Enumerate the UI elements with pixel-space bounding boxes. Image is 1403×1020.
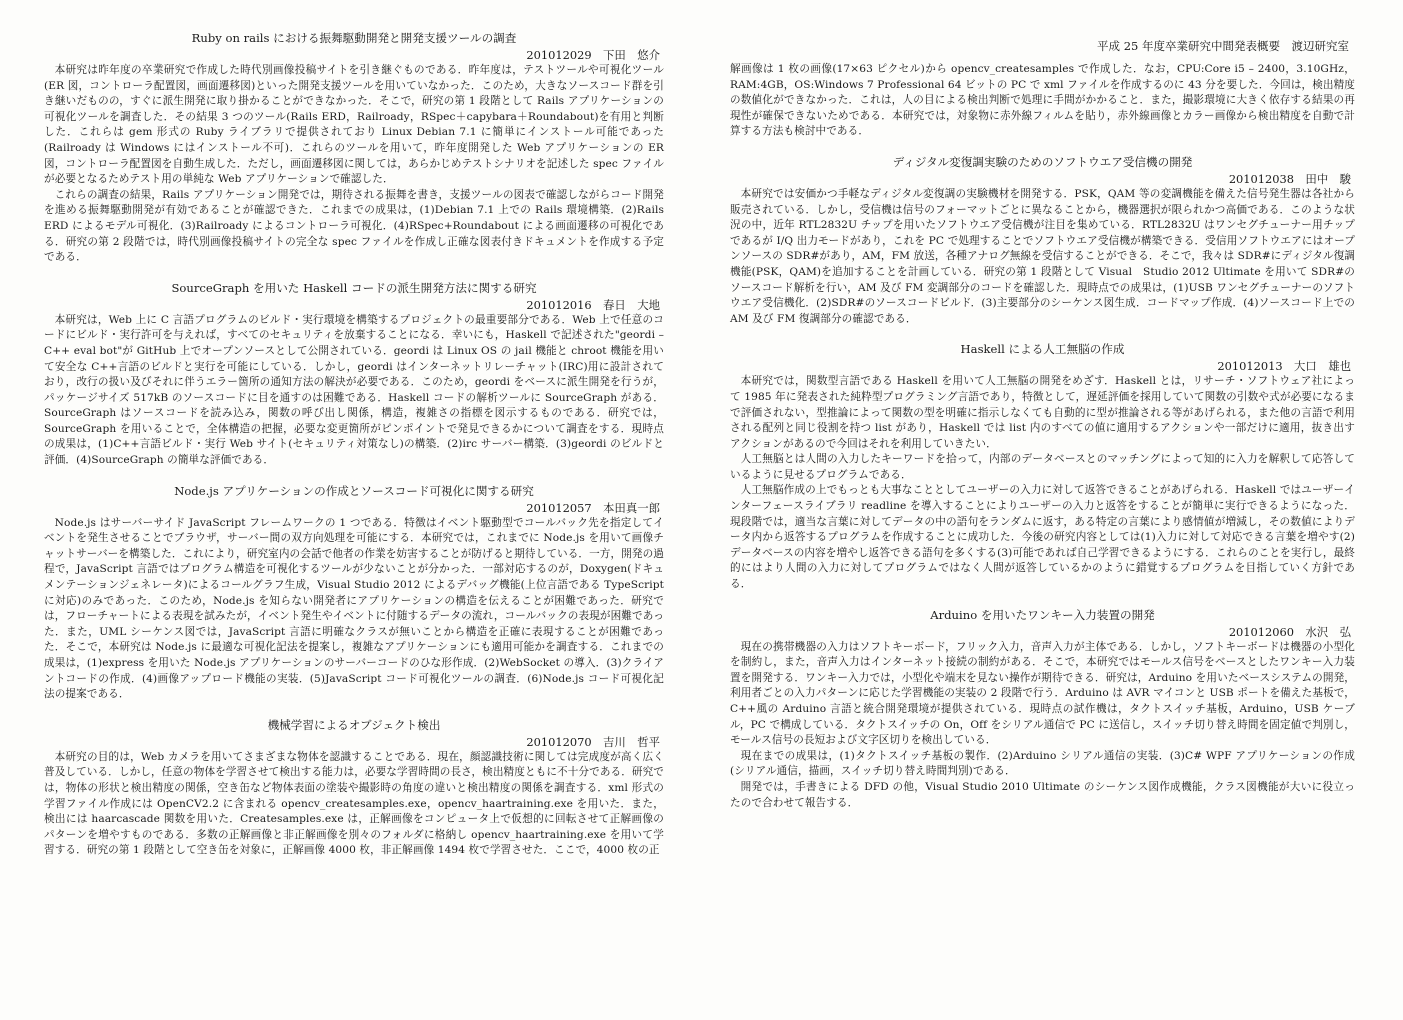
article-section — [730, 62, 1355, 140]
article-title: SourceGraph を用いた Haskell コードの派生開発方法に関する研究 — [171, 280, 537, 295]
article-title: Ruby on rails における振舞駆動開発と開発支援ツールの調査 — [191, 31, 517, 45]
article-author: 201012057 本田真一郎 — [526, 500, 660, 515]
article-paragraph: 本研究は昨年度の卒業研究で作成した時代別画像投稿サイトを引き継ぐものである．昨年度は，テストツールや可視化ツール(ER 図，コントローラ配置図，画面遷移図)といった開発支援ツールを用いていなかった．このため，大きなソースコード群を引き継いだものの，すぐに派生開発に取り掛かることができなかった．そこで，研究の第 1 段階として Rails アプリケーションの可視化ツールを調査した．その結果 3 つのツール(Rails ERD，Railroady，RSpec＋capybara＋Roundabout)を有用と判断した．これらは gem 形式の Ruby ライブラリで提供されており Linux Debian 7.1 に簡単にインストール可能であった(Railroady は Windows にはインストール不可)．これらのツールを用いて，昨年度開発した Web アプリケーションの ER 図，コントローラ配置図を自動生成した．ただし，画面遷移図に関しては，あらかじめテストシナリオを記述した spec ファイルが必要となるためテスト用の単純な Web アプリケーションで確認した． — [44, 64, 664, 186]
article-section — [44, 717, 664, 859]
article-paragraph: 解画像は 1 枚の画像(17×63 ピクセル)から opencv_createsamples で作成した．なお，CPU:Core i5 – 2400，3.10GHz，RAM:4GB，OS:Windows 7 Professional 64 ビットの PC で xml ファイルを作成するのに 43 分を要した．今回は，検出精度の数値化ができなかった．これは，人の目による検出判断で処理に手間がかかること．また，撮影環境に大きく依存する結果の再現性が確保できないためである．本研究では，対象物に赤外線フィルムを貼り，赤外線画像とカラー画像から検出精度を自動で計算する方法も検討中である． — [730, 63, 1355, 138]
article-paragraph: これらの調査の結果，Rails アプリケーション開発では，期待される振舞を書き，支援ツールの図表で確認しながらコード開発を進める振舞駆動開発が有効であることが確認できた．これまでの成果は，(1)Debian 7.1 上での Rails 環境構築．(2)Rails ERD によるモデル可視化．(3)Railroady によるコントローラ可視化．(4)RSpec+Roundabout による画面遷移の可視化である．研究の第 2 段階では，時代別画像投稿サイトの完全な spec ファイルを作成し正確な図表付きドキュメントを作成する予定である． — [44, 188, 664, 264]
article-section — [730, 154, 1355, 327]
page-header: 平成 25 年度卒業研究中間発表概要 渡辺研究室 — [1097, 39, 1349, 53]
article-section — [44, 280, 664, 469]
article-paragraph: 本研究では安価かつ手軽なディジタル変復調の実験機材を開発する．PSK，QAM 等の変調機能を備えた信号発生器は各社から販売されている．しかし，受信機は信号のフォーマットごとに異なることから，機器選択が限られかつ高価である．このような状況の中，近年 RTL2832U チップを用いたソフトウエア受信機が注目を集めている．RTL2832U はワンセグチューナー用チップであるが I/Q 出力モードがあり，これを PC で処理することでソフトウエア受信機が構築できる．受信用ソフトウエアにはオープンソースの SDR#があり，AM，FM 放送，各種アナログ無線を受信することができる．そこで，我々は SDR#にディジタル復調機能(PSK，QAM)を追加することを計画している．研究の第 1 段階として Visual Studio 2012 Ultimate を用いて SDR#のソースコード解析を行い，AM 及び FM 変調部分のコードを確認した．現時点での成果は，(1)USB ワンセグチューナーのソフトウエア受信機化．(2)SDR#のソースコードビルド．(3)主要部分のシーケンス図生成．コードマップ作成．(4)ソースコード上での AM 及び FM 復調部分の確認である． — [730, 187, 1355, 325]
article-section — [44, 483, 664, 703]
right-column — [700, 0, 1403, 1020]
article-title: Node.js アプリケーションの作成とソースコード可視化に関する研究 — [174, 483, 534, 498]
article-title: ディジタル変復調実験のためのソフトウエア受信機の開発 — [892, 154, 1193, 169]
right-sections — [730, 62, 1355, 811]
article-paragraph: 現在の携帯機器の入力はソフトキーボード，フリック入力，音声入力が主体である．しかし，ソフトキーボードは機器の小型化を制約し，また，音声入力はインターネット接続の制約がある．そこで，本研究ではモールス信号をベースとしたワンキー入力装置を開発する．ワンキー入力では，小型化や端末を見ない操作が期待できる．研究は，Arduino を用いたベースシステムの開発，利用者ごとの入力パターンに応じた学習機能の実装の 2 段階で行う．Arduino は AVR マイコンと USB ポートを備えた基板で，C++風の Arduino 言語と統合開発環境が提供されている．現時点の試作機は，タクトスイッチ基板，Arduino，USB ケーブル，PC で構成している．タクトスイッチの On，Off をシリアル通信で PC に送信し，スイッチ切り替え時間を固定値で判別し，モールス信号の長短および文字区切りを検出している． — [730, 640, 1355, 747]
article-author: 201012029 下田 悠介 — [526, 48, 660, 62]
article-section — [730, 341, 1355, 592]
article-paragraph: Node.js はサーバーサイド JavaScript フレームワークの 1 つである．特徴はイベント駆動型でコールバック先を指定してイベントを発生させることでブラウザ，サーバー間の双方向処理を可能にする．本研究では，これまでに Node.js を用いて画像チャットサーバーを構築した．これにより，研究室内の会話で他者の作業を妨害することが防げると期待している．一方，開発の過程で，JavaScript 言語ではプログラム構造を可視化するツールが少ないことが分かった．一部対応するのが，Doxygen(ドキュメンテーションジェネレータ)によるコールグラフ生成，Visual Studio 2012 によるデバッグ機能(上位言語である TypeScript に対応)のみであった．このため，Node.js を知らない開発者にアプリケーションの構造を伝えることが困難であった．研究では，フローチャートによる表現を試みたが，イベント発生やイベントに付随するデータの流れ，コールバックの表現が困難であった．また，UML シーケンス図では，JavaScript 言語に明確なクラスが無いことから構造を正確に表現することが困難であった．そこで，本研究は Node.js に最適な可視化記法を提案し，複雑なアプリケーションにも適用可能かを調査する．これまでの成果は，(1)express を用いた Node.js アプリケーションのサーバーコードのひな形作成．(2)WebSocket の導入．(3)クライアントコードの作成．(4)画像アップロード機能の実装．(5)JavaScript コード可視化ツールの調査．(6)Node.js コード可視化記法の提案である． — [44, 516, 664, 701]
article-paragraph: 本研究の目的は，Web カメラを用いてさまざまな物体を認識することである．現在，顔認識技術に関しては完成度が高く広く普及している．しかし，任意の物体を学習させて検出する能力は，必要な学習時間の長さ，検出精度ともに不十分である．研究では，物体の形状と検出精度の関係，空き缶など物体表面の塗装や撮影時の角度の違いと検出精度の関係を調査する．xml 形式の学習ファイル作成には OpenCV2.2 に含まれる opencv_createsamples.exe，opencv_haartraining.exe を用いた．また，検出には haarcascade 関数を用いた．Createsamples.exe は，正解画像をコンピュータ上で仮想的に回転させて正解画像のパターンを増やすものである．多数の正解画像と非正解画像を別々のフォルダに格納し opencv_haartraining.exe を用いて学習する．研究の第 1 段階として空き缶を対象に，正解画像 4000 枚，非正解画像 1494 枚で学習させた．ここで，4000 枚の正 — [44, 750, 664, 857]
article-author: 201012013 大口 雄也 — [1217, 359, 1351, 374]
article-title: 機械学習によるオブジェクト検出 — [267, 717, 441, 732]
article-title: Arduino を用いたワンキー入力装置の開発 — [930, 607, 1155, 622]
article-section — [730, 607, 1355, 812]
article-section — [44, 30, 664, 266]
article-paragraph: 現在までの成果は，(1)タクトスイッチ基板の製作．(2)Arduino シリアル通信の実装．(3)C# WPF アプリケーションの作成(シリアル通信，描画，スイッチ切り替え時間判別)である． — [730, 749, 1355, 778]
article-title: Haskell による人工無脳の作成 — [960, 342, 1125, 357]
left-column — [0, 0, 700, 1020]
article-author: 201012038 田中 駿 — [1228, 171, 1351, 186]
article-author: 201012016 春日 大地 — [526, 297, 660, 312]
article-paragraph: 本研究は，Web 上に C 言語プログラムのビルド・実行環境を構築するプロジェクトの最重要部分である．Web 上で任意のコードにビルド・実行許可を与えれば，すべてのセキュリティを放棄することになる．幸いにも，Haskell で記述された"geordi – C++ eval bot"が GitHub 上でオープンソースとして公開されている．geordi は Linux OS の jail 機能と chroot 機能を用いて安全な C++言語のビルドと実行を可能にしている．しかし，geordi はインターネットリレーチャット(IRC)用に設計されており，改行の扱い及びそれに伴うエラー箇所の通知方法の解決が必要である．このため，geordi をベースに派生開発を行うが，パッケージサイズ 517kB のソースコードに目を通すのは困難である．Haskell コードの解析ツールに SourceGraph がある．SourceGraph はソースコードを読み込み，関数の呼び出し関係，構造，複雑さの指標を図示するものである．研究では，SourceGraph を用いることで，全体構造の把握，必要な変更箇所がピンポイントで発見できるかについて調査をする．現時点の成果は，(1)C++言語ビルド・実行 Web サイト(セキュリティ対策なし)の構築．(2)irc サーバー構築．(3)geordi のビルドと評価．(4)SourceGraph の簡単な評価である． — [44, 313, 664, 467]
article-paragraph: 本研究では，関数型言語である Haskell を用いて人工無脳の開発をめざす．Haskell とは，リサーチ・ソフトウェア社によって 1985 年に発表された純粋型プログラミング言語であり，特徴として，遅延評価を採用していて関数の引数や式が必要になるまで評価されない，型推論によって関数の型を明確に指示しなくても自動的に型が推論される等があげられる，また他の言語で利用される配列と同じ役割を持つ list があり，Haskell では list 内のすべての値に適用するアクションや一部だけに適用，抜き出すアクションがあるので今回はそれを利用していきたい． — [730, 375, 1355, 450]
article-author: 201012060 水沢 弘 — [1228, 624, 1351, 639]
article-paragraph: 人工無脳作成の上でもっとも大事なこととしてユーザーの入力に対して返答できることがあげられる．Haskell ではユーザーインターフェースライブラリ readline を導入することによりユーザーの入力と返答をすることが簡単に実行できるようになった．現段階では，適当な言葉に対してデータの中の語句をランダムに返す，ある特定の言葉により感情値が増減し，その数値によりデータ内から返答するプログラムを作成することに成功した．今後の研究内容としては(1)入力に対して対応できる言葉を増やす(2)データベースの内容を増やし返答できる語句を多くする(3)可能であれば自己学習できるようにする．これらのことを実行し，最終的にはより人間の入力に対してプログラムではなく人間が返答しているかのように錯覚するプログラムを目指していく方針である． — [730, 484, 1355, 591]
article-paragraph: 人工無脳とは人間の入力したキーワードを拾って，内部のデータベースとのマッチングによって知的に入力を解釈して応答しているように見せるプログラムである． — [730, 453, 1355, 481]
article-paragraph: 開発では，手書きによる DFD の他，Visual Studio 2010 Ultimate のシーケンス図作成機能，クラス図機能が大いに役立ったので合わせて報告する． — [730, 780, 1355, 809]
article-author: 201012070 吉川 哲平 — [526, 734, 660, 749]
